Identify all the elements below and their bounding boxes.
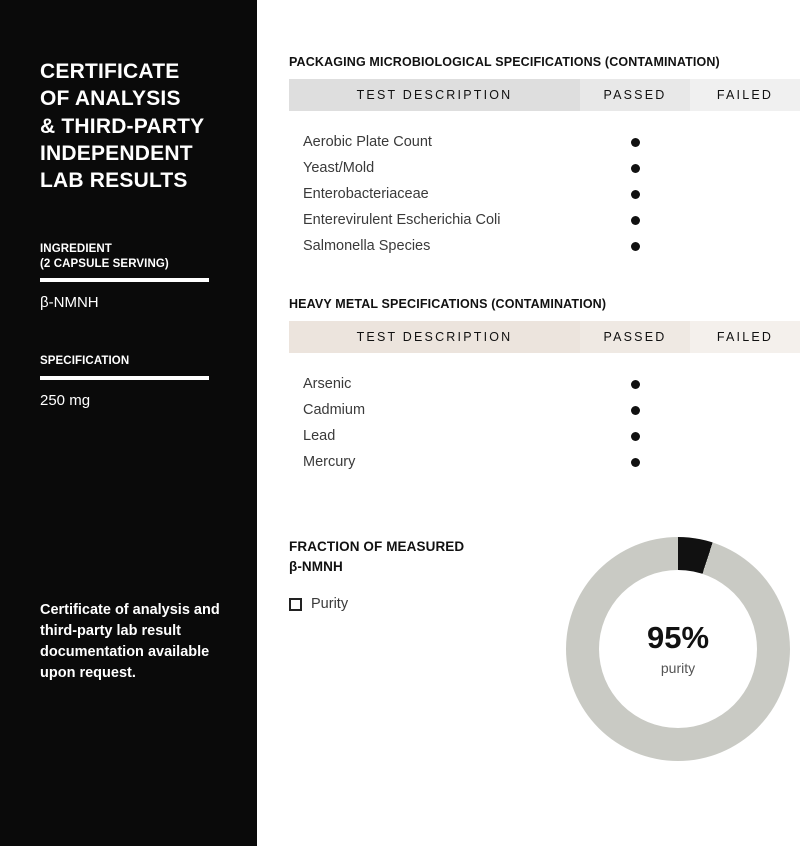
table-row xyxy=(289,129,800,155)
table-row xyxy=(289,155,800,181)
section-spacer xyxy=(289,259,800,297)
test-name: Enterobacteriaceae xyxy=(303,186,429,202)
page-title-line-4: INDEPENDENT xyxy=(40,141,193,165)
main-content xyxy=(257,0,800,846)
failed-mark xyxy=(690,449,800,475)
page-title xyxy=(40,58,219,194)
test-name: Mercury xyxy=(303,454,356,470)
page-title-line-3: & THIRD-PARTY xyxy=(40,114,205,138)
column-header-passed: PASSED xyxy=(580,321,690,353)
table-row xyxy=(289,181,800,207)
test-name: Aerobic Plate Count xyxy=(303,134,432,150)
specification-block xyxy=(40,354,219,409)
ingredient-value: β-NMNH xyxy=(40,294,99,312)
column-header-test-description: TEST DESCRIPTION xyxy=(289,321,580,353)
failed-mark xyxy=(690,371,800,397)
table-row xyxy=(289,233,800,259)
failed-mark xyxy=(690,155,800,181)
failed-mark xyxy=(690,129,800,155)
pass-dot-icon xyxy=(631,216,640,225)
ingredient-label xyxy=(40,242,219,271)
table-row xyxy=(289,423,800,449)
pass-dot-icon xyxy=(631,432,640,441)
passed-mark xyxy=(580,233,690,259)
passed-mark xyxy=(580,397,690,423)
column-header-passed: PASSED xyxy=(580,79,690,111)
heavy-metal-table xyxy=(289,321,800,475)
passed-mark xyxy=(580,129,690,155)
pass-dot-icon xyxy=(631,406,640,415)
table-row xyxy=(289,449,800,475)
page-title-line-1: CERTIFICATE xyxy=(40,60,180,83)
passed-mark xyxy=(580,449,690,475)
page-title-line-5: LAB RESULTS xyxy=(40,169,188,193)
failed-mark xyxy=(690,397,800,423)
passed-mark xyxy=(580,207,690,233)
pass-dot-icon xyxy=(631,242,640,251)
specification-divider xyxy=(40,376,209,380)
purity-donut-chart xyxy=(566,537,790,761)
ingredient-label-line-1: INGREDIENT xyxy=(40,243,112,256)
section-title-microbiological: PACKAGING MICROBIOLOGICAL SPECIFICATIONS (CONTAMINATION) xyxy=(289,55,720,69)
ingredient-divider xyxy=(40,278,209,282)
test-name: Yeast/Mold xyxy=(303,160,375,176)
table-row xyxy=(289,207,800,233)
column-header-test-description: TEST DESCRIPTION xyxy=(289,79,580,111)
failed-mark xyxy=(690,423,800,449)
table-spacer xyxy=(289,111,800,129)
donut-ring xyxy=(566,537,790,761)
pass-dot-icon xyxy=(631,164,640,173)
pass-dot-icon xyxy=(631,380,640,389)
table-header-row xyxy=(289,321,800,353)
test-name: Enterevirulent Escherichia Coli xyxy=(303,212,501,228)
passed-mark xyxy=(580,155,690,181)
specification-value: 250 mg xyxy=(40,391,91,409)
table-row xyxy=(289,371,800,397)
section-title-heavy-metal: HEAVY METAL SPECIFICATIONS (CONTAMINATION) xyxy=(289,297,607,311)
table-spacer xyxy=(289,353,800,371)
table-row xyxy=(289,397,800,423)
failed-mark xyxy=(690,233,800,259)
pass-dot-icon xyxy=(631,138,640,147)
test-name: Salmonella Species xyxy=(303,238,431,254)
purity-chart-area xyxy=(289,537,800,807)
test-name: Cadmium xyxy=(303,402,366,418)
chart-title: FRACTION OF MEASURED xyxy=(289,539,465,554)
ingredient-label-line-2: (2 CAPSULE SERVING) xyxy=(40,257,169,270)
legend-swatch-icon xyxy=(289,598,302,611)
donut-center xyxy=(599,570,757,728)
passed-mark xyxy=(580,371,690,397)
legend-label-purity: Purity xyxy=(311,596,349,613)
ingredient-block xyxy=(40,242,219,312)
sidebar-footnote: Certificate of analysis and third-party lab result documentation available upon request. xyxy=(40,602,220,682)
test-name: Arsenic xyxy=(303,376,352,392)
donut-label: purity xyxy=(660,660,696,676)
sidebar xyxy=(0,0,257,846)
failed-mark xyxy=(690,181,800,207)
microbiological-table xyxy=(289,79,800,259)
donut-value: 95% xyxy=(646,620,710,655)
passed-mark xyxy=(580,423,690,449)
specification-label: SPECIFICATION xyxy=(40,355,130,368)
passed-mark xyxy=(580,181,690,207)
test-name: Lead xyxy=(303,428,336,444)
pass-dot-icon xyxy=(631,190,640,199)
chart-subtitle: β-NMNH xyxy=(289,558,343,574)
table-header-row xyxy=(289,79,800,111)
pass-dot-icon xyxy=(631,458,640,467)
column-header-failed: FAILED xyxy=(690,79,800,111)
failed-mark xyxy=(690,207,800,233)
page-title-line-2: OF ANALYSIS xyxy=(40,87,181,111)
column-header-failed: FAILED xyxy=(690,321,800,353)
